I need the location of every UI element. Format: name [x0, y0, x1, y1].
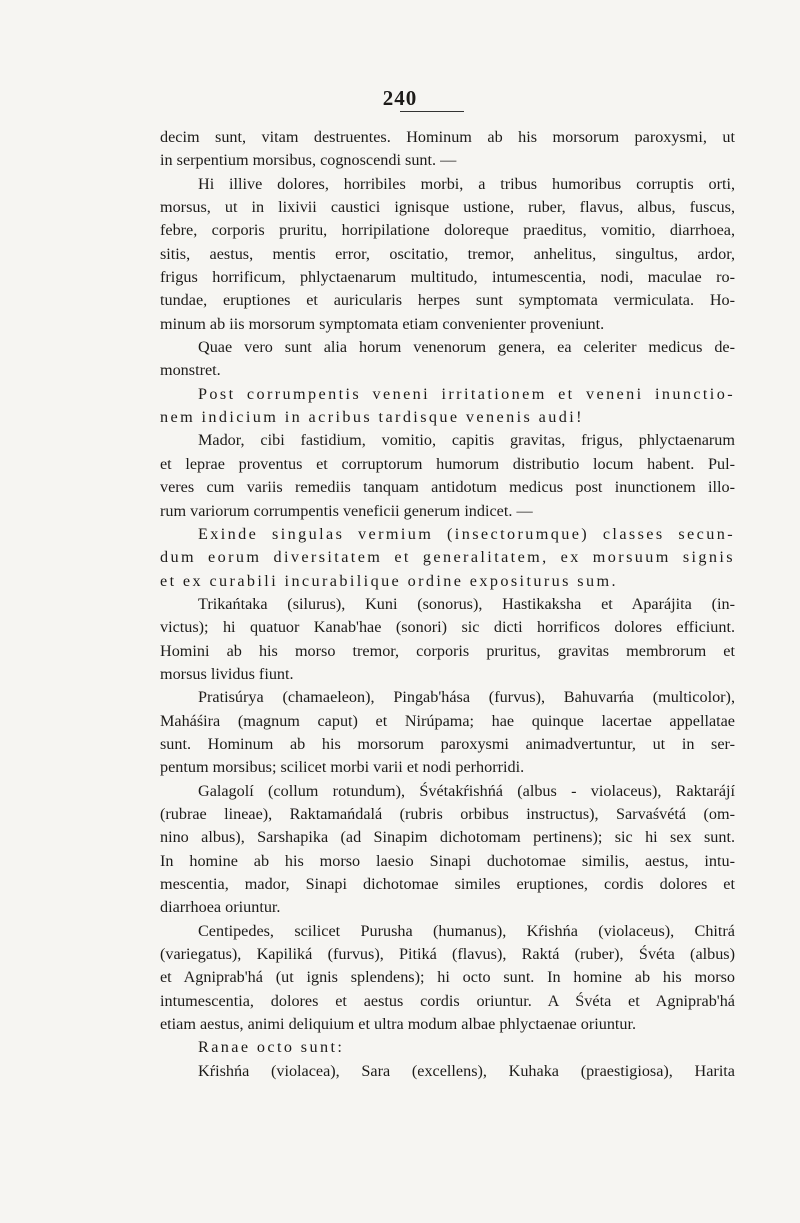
text-line: frigus horrificum, phlyctaenarum multitudo, intumescentia, nodi, maculae ro- — [160, 268, 735, 287]
text-line: morsus lividus fiunt. — [160, 664, 294, 683]
text-line: In homine ab his morso laesio Sinapi duchotomae similis, aestus, intu- — [160, 851, 735, 870]
text-line: nem indicium in acribus tardisque venenis audi! — [160, 408, 584, 427]
text-line: febre, corporis pruritu, horripilatione doloreque praeditus, vomitio, diarrhoea, — [160, 221, 735, 240]
text-line: morsus, ut in lixivii caustici ignisque ustione, ruber, flavus, albus, fuscus, — [160, 198, 735, 217]
page-number: 240 — [382, 86, 418, 110]
text-line: intumescentia, dolores et aestus cordis oriuntur. A Śvéta et Agniprab'há — [160, 991, 735, 1010]
text-line: (variegatus), Kapiliká (furvus), Pitiká (flavus), Raktá (ruber), Śvéta (albus) — [160, 945, 735, 964]
text-line: Hi illive dolores, horribiles morbi, a tribus humoribus corruptis orti, — [198, 174, 735, 193]
text-line: (rubrae lineae), Raktamańdalá (rubris orbibus instructus), Sarvaśvétá (om- — [160, 804, 735, 823]
text-line: et ex curabili incurabilique ordine expositurus sum. — [160, 571, 618, 590]
text-line: tundae, eruptiones et auricularis herpes sunt symptomata vermiculata. Ho- — [160, 291, 735, 310]
text-line: dum eorum diversitatem et generalitatem, ex morsuum signis — [160, 548, 735, 567]
text-line: Quae vero sunt alia horum venenorum genera, ea celeriter medicus de- — [198, 338, 735, 357]
text-line: mescentia, mador, Sinapi dichotomae similes eruptiones, cordis dolores et — [160, 875, 735, 893]
text-line: in serpentium morsibus, cognoscendi sunt. — — [160, 151, 457, 170]
text-line: nino albus), Sarshapika (ad Sinapim dichotomam pertinens); sic hi sex sunt. — [160, 828, 735, 847]
text-line: diarrhoea oriuntur. — [160, 898, 281, 917]
text-line: veres cum variis remediis tanquam antidotum medicus post inunctionem illo- — [160, 478, 735, 497]
text-line: sunt. Hominum ab his morsorum paroxysmi animadvertuntur, ut in ser- — [160, 734, 735, 753]
text-line: victus); hi quatuor Kanab'hae (sonori) sic dicti horrificos dolores efficiunt. — [160, 618, 735, 637]
text-line: et leprae proventus et corruptorum humorum distributio locum habent. Pul- — [160, 454, 735, 473]
text-line: Mador, cibi fastidium, vomitio, capitis gravitas, frigus, phlyctaenarum — [198, 431, 735, 450]
text-line: Kŕishńa (violacea), Sara (excellens), Kuhaka (praestigiosa), Harita — [198, 1061, 735, 1080]
text-line: et Agniprab'há (ut ignis splendens); hi octo sunt. In homine ab his morso — [160, 968, 735, 987]
text-line: Homini ab his morso tremor, corporis pruritus, gravitas membrorum et — [160, 641, 735, 660]
text-line: Galagolí (collum rotundum), Śvétakŕishńá (albus - violaceus), Raktarájí — [198, 781, 735, 800]
text-line: monstret. — [160, 361, 221, 380]
body-text — [160, 126, 735, 1083]
text-line: Exinde singulas vermium (insectorumque) classes secun- — [198, 524, 735, 543]
text-line: pentum morsibus; scilicet morbi varii et nodi perhorridi. — [160, 758, 525, 777]
text-line: Centipedes, scilicet Purusha (humanus), Kŕishńa (violaceus), Chitrá — [198, 921, 735, 940]
text-line: decim sunt, vitam destruentes. Hominum ab his morsorum paroxysmi, ut — [160, 128, 735, 146]
text-line: rum variorum corrumpentis veneficii generum indicet. — — [160, 501, 533, 520]
text-line: Post corrumpentis veneni irritationem et veneni inunctio- — [198, 384, 735, 403]
text-line: Maháśira (magnum caput) et Nirúpama; hae quinque lacertae appellatae — [160, 711, 735, 730]
text-line: sitis, aestus, mentis error, oscitatio, tremor, anhelitus, singultus, ardor, — [160, 244, 735, 263]
page-number-rule — [400, 111, 464, 112]
text-line: minum ab iis morsorum symptomata etiam convenienter proveniunt. — [160, 314, 605, 333]
text-line: Trikańtaka (silurus), Kuni (sonorus), Hastikaksha et Aparájita (in- — [198, 594, 735, 613]
text-line: Ranae octo sunt: — [198, 1038, 345, 1057]
text-line: etiam aestus, animi deliquium et ultra modum albae phlyctaenae oriuntur. — [160, 1015, 637, 1034]
text-line: Pratisúrya (chamaeleon), Pingab'hása (furvus), Bahuvarńa (multicolor), — [198, 688, 735, 707]
